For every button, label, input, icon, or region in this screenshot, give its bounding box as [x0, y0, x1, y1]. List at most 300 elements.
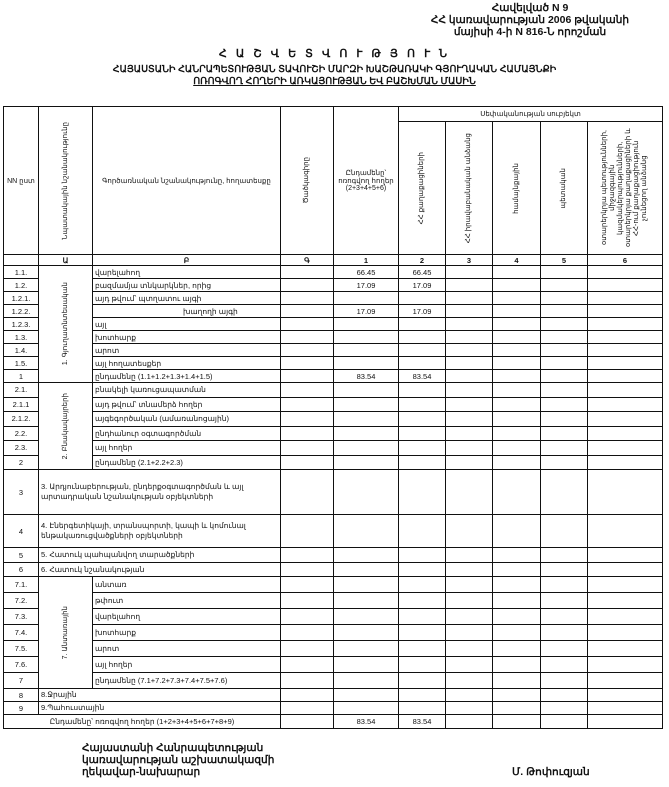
row-label: արոտ: [93, 641, 281, 657]
value-c4: [493, 593, 541, 609]
value-total: [334, 426, 399, 441]
row-number: 7.6.: [4, 657, 39, 673]
value-c2: [399, 673, 446, 689]
value-c5: [541, 397, 588, 412]
header-num: NN ըստ: [4, 107, 39, 255]
value-c4: [493, 305, 541, 318]
value-c5: [541, 673, 588, 689]
row-number: 7.5.: [4, 641, 39, 657]
row-number: 1.5.: [4, 357, 39, 370]
value-c2: [399, 426, 446, 441]
row-number: 2.3.: [4, 441, 39, 456]
value-c5: [541, 470, 588, 515]
value-c3: [446, 689, 493, 702]
value-total: [334, 563, 399, 577]
row-number: 1.1.: [4, 266, 39, 279]
value-total: [334, 292, 399, 305]
value-c3: [446, 609, 493, 625]
land-report-table: [3, 106, 663, 729]
value-c2: [399, 470, 446, 515]
value-total: [334, 625, 399, 641]
value-c3: [446, 673, 493, 689]
table-row: [4, 657, 663, 673]
row-label: ընդհանուր օգտագործման: [93, 426, 281, 441]
row-label: ընդամենը (1.1+1.2+1.3+1.4+1.5): [93, 370, 281, 383]
value-c2: [399, 344, 446, 357]
value-c2: [399, 625, 446, 641]
col-num: 3: [446, 255, 493, 266]
row-number: 1.2.: [4, 279, 39, 292]
value-c4: [493, 266, 541, 279]
row-number: 1.3.: [4, 331, 39, 344]
value-total: [334, 593, 399, 609]
value-c4: [493, 292, 541, 305]
value-c6: [588, 331, 663, 344]
header-c4-text: համայնքային: [512, 162, 520, 214]
col-num: 1: [334, 255, 399, 266]
value-c3: [446, 548, 493, 563]
value-c5: [541, 426, 588, 441]
annex-line-1: Հավելված N 9: [491, 2, 569, 14]
row-number: 8: [4, 689, 39, 702]
value-c2: 83.54: [399, 370, 446, 383]
value-c5: [541, 455, 588, 470]
value-c6: [588, 441, 663, 456]
value-c3: [446, 593, 493, 609]
value-c5: [541, 689, 588, 702]
value-c4: [493, 383, 541, 398]
header-ownership: Սեփականության սուբյեկտ: [399, 107, 663, 122]
value-c6: [588, 266, 663, 279]
footer-line-1: Հայաստանի Հանրապետության: [82, 742, 264, 754]
value-c3: [446, 331, 493, 344]
value-c3: [446, 412, 493, 427]
value-c2: [399, 593, 446, 609]
value-c4: [493, 715, 541, 729]
value-c4: [493, 673, 541, 689]
code-cell: [281, 625, 334, 641]
row-label: այլ հողատեսքեր: [93, 357, 281, 370]
row-label: վարելահող: [93, 266, 281, 279]
value-c5: [541, 412, 588, 427]
value-c4: [493, 318, 541, 331]
value-c2: [399, 515, 446, 548]
code-cell: [281, 357, 334, 370]
row-number: 1.4.: [4, 344, 39, 357]
table-row: [4, 470, 663, 515]
value-c5: [541, 383, 588, 398]
table-row: [4, 441, 663, 456]
value-c4: [493, 344, 541, 357]
table-row: [4, 702, 663, 715]
row-label: այդ թվում՝ պտղատու այգի: [93, 292, 281, 305]
value-total: [334, 412, 399, 427]
value-c2: [399, 383, 446, 398]
value-total: [334, 609, 399, 625]
value-c2: [399, 441, 446, 456]
table-row: [4, 279, 663, 292]
header-code-text: Ծածկագիրը: [303, 157, 310, 204]
value-c6: [588, 609, 663, 625]
value-total: [334, 441, 399, 456]
signatory-title: [82, 742, 274, 778]
group-label: [39, 577, 93, 689]
row-number: 2.1.: [4, 383, 39, 398]
value-c6: [588, 715, 663, 729]
header-function: Գործառնական նշանակությունը, հողատեսքը: [93, 107, 281, 255]
value-c2: [399, 397, 446, 412]
value-total: 83.54: [334, 715, 399, 729]
code-cell: [281, 470, 334, 515]
row-label: 8.Ջրային: [39, 689, 281, 702]
value-c3: [446, 577, 493, 593]
row-label: արոտ: [93, 344, 281, 357]
table-row: [4, 370, 663, 383]
value-c3: [446, 657, 493, 673]
value-c5: [541, 292, 588, 305]
value-total: [334, 702, 399, 715]
value-c4: [493, 455, 541, 470]
value-total: [334, 455, 399, 470]
value-c4: [493, 441, 541, 456]
code-cell: [281, 305, 334, 318]
row-number: 7: [4, 673, 39, 689]
footer-line-2: կառավարության աշխատակազմի: [82, 754, 275, 766]
code-cell: [281, 455, 334, 470]
header-c2-text: ՀՀ քաղաքացիների: [418, 151, 425, 225]
value-c2: [399, 657, 446, 673]
table-row: [4, 625, 663, 641]
value-c2: [399, 412, 446, 427]
value-total: [334, 657, 399, 673]
row-number: 9: [4, 702, 39, 715]
value-c6: [588, 702, 663, 715]
code-cell: [281, 641, 334, 657]
value-c4: [493, 641, 541, 657]
value-c2: [399, 455, 446, 470]
value-c6: [588, 305, 663, 318]
grand-total-row: [4, 715, 663, 729]
row-number: 4: [4, 515, 39, 548]
value-c2: [399, 318, 446, 331]
row-label: բազմամյա տնկարկներ, որից: [93, 279, 281, 292]
row-number: 1.2.1.: [4, 292, 39, 305]
value-c4: [493, 548, 541, 563]
header-purpose: [39, 107, 93, 255]
value-c6: [588, 689, 663, 702]
row-label: այլ: [93, 318, 281, 331]
value-c5: [541, 357, 588, 370]
row-number: 5: [4, 548, 39, 563]
row-label: վարելահող: [93, 609, 281, 625]
table-row: [4, 426, 663, 441]
value-c6: [588, 397, 663, 412]
table-row: [4, 641, 663, 657]
value-c2: [399, 292, 446, 305]
col-num: Ա: [39, 255, 93, 266]
header-c3: [446, 122, 493, 255]
value-c4: [493, 370, 541, 383]
value-c3: [446, 370, 493, 383]
value-c4: [493, 657, 541, 673]
value-c6: [588, 673, 663, 689]
value-c6: [588, 292, 663, 305]
table-row: [4, 344, 663, 357]
row-label: անտառ: [93, 577, 281, 593]
value-c5: [541, 641, 588, 657]
code-cell: [281, 279, 334, 292]
table-row: [4, 331, 663, 344]
row-label: այլ հողեր: [93, 441, 281, 456]
code-cell: [281, 441, 334, 456]
value-c5: [541, 625, 588, 641]
table-row: [4, 515, 663, 548]
value-c6: [588, 370, 663, 383]
header-c6-text: օտարերկրյա պետությունների, միջազգային կազմակերպությունների, օտարերկրյա քաղաքացիների և ՀՀ-ում քաղաքացիություն չունեցող անձանց: [601, 128, 649, 248]
value-c2: [399, 689, 446, 702]
value-c6: [588, 412, 663, 427]
value-c3: [446, 426, 493, 441]
code-cell: [281, 515, 334, 548]
value-c6: [588, 426, 663, 441]
header-c4: [493, 122, 541, 255]
value-c2: [399, 548, 446, 563]
value-c5: [541, 657, 588, 673]
code-cell: [281, 266, 334, 279]
value-c6: [588, 318, 663, 331]
row-number: 1.2.3.: [4, 318, 39, 331]
value-c3: [446, 305, 493, 318]
table-row: [4, 673, 663, 689]
value-c6: [588, 515, 663, 548]
value-c5: [541, 609, 588, 625]
value-total: [334, 344, 399, 357]
code-cell: [281, 702, 334, 715]
value-total: [334, 331, 399, 344]
value-c2: [399, 641, 446, 657]
value-total: [334, 357, 399, 370]
value-c3: [446, 441, 493, 456]
row-label: այլ հողեր: [93, 657, 281, 673]
row-number: 3: [4, 470, 39, 515]
value-c4: [493, 625, 541, 641]
row-number: 1: [4, 370, 39, 383]
value-c5: [541, 318, 588, 331]
header-c5-text: պետական: [560, 167, 567, 209]
table-row: [4, 305, 663, 318]
row-number: 2.2.: [4, 426, 39, 441]
group-label-text: 1. Գյուղատնտեսական: [61, 282, 69, 366]
table-row: [4, 563, 663, 577]
value-total: [334, 318, 399, 331]
row-number: 2.1.1: [4, 397, 39, 412]
row-number: 6: [4, 563, 39, 577]
header-c2: [399, 122, 446, 255]
value-c2: [399, 331, 446, 344]
value-total: 17.09: [334, 279, 399, 292]
value-c6: [588, 470, 663, 515]
code-cell: [281, 383, 334, 398]
value-c4: [493, 397, 541, 412]
row-label: թփուտ: [93, 593, 281, 609]
value-c4: [493, 609, 541, 625]
value-c6: [588, 577, 663, 593]
row-label: 5. Հատուկ պահպանվող տարածքների: [39, 548, 281, 563]
value-total: [334, 383, 399, 398]
value-c5: [541, 577, 588, 593]
table-row: [4, 292, 663, 305]
value-c5: [541, 331, 588, 344]
row-label: ընդամենը (2.1+2.2+2.3): [93, 455, 281, 470]
row-number: 7.2.: [4, 593, 39, 609]
table-row: [4, 609, 663, 625]
value-total: [334, 397, 399, 412]
value-total: [334, 577, 399, 593]
value-total: [334, 515, 399, 548]
table-row: [4, 548, 663, 563]
value-c5: [541, 593, 588, 609]
table-row: [4, 266, 663, 279]
value-c4: [493, 577, 541, 593]
value-total: [334, 470, 399, 515]
table-row: [4, 593, 663, 609]
value-c5: [541, 702, 588, 715]
code-cell: [281, 577, 334, 593]
value-c5: [541, 266, 588, 279]
header-code: [281, 107, 334, 255]
subtitle-line-2: ՈՌՈԳՎՈՂ ՀՈՂԵՐԻ ԱՌԿԱՅՈՒԹՅԱՆ ԵՎ ԲԱՇԽՄԱՆ ՄԱՍԻՆ: [193, 76, 476, 87]
table-row: [4, 397, 663, 412]
value-c2: [399, 577, 446, 593]
row-label: 3. Արդյունաբերության, ընդերքօգտագործման և այլ արտադրական նշանակության օբյեկտների: [39, 470, 281, 515]
code-cell: [281, 370, 334, 383]
value-c3: [446, 515, 493, 548]
signatory-name: Մ. Թոփուզյան: [512, 766, 590, 778]
value-c3: [446, 563, 493, 577]
value-c6: [588, 344, 663, 357]
table-row: [4, 383, 663, 398]
value-total: [334, 689, 399, 702]
value-c6: [588, 548, 663, 563]
row-label: 9.Պահուստային: [39, 702, 281, 715]
value-c2: 83.54: [399, 715, 446, 729]
value-c4: [493, 563, 541, 577]
value-c2: 17.09: [399, 279, 446, 292]
code-cell: [281, 318, 334, 331]
value-c4: [493, 470, 541, 515]
value-total: 66.45: [334, 266, 399, 279]
group-label-text: 2. Բնակավայրերի: [61, 392, 69, 460]
row-number: 7.1.: [4, 577, 39, 593]
value-c3: [446, 470, 493, 515]
code-cell: [281, 292, 334, 305]
code-cell: [281, 548, 334, 563]
code-cell: [281, 593, 334, 609]
group-label-text: 7. Անտառային: [61, 605, 69, 660]
value-c6: [588, 593, 663, 609]
value-c5: [541, 279, 588, 292]
row-label: այգեգործական (ամառանոցային): [93, 412, 281, 427]
code-cell: [281, 689, 334, 702]
value-c3: [446, 383, 493, 398]
row-label: բնակելի կառուցապատման: [93, 383, 281, 398]
row-number: 1.2.2.: [4, 305, 39, 318]
table-row: [4, 577, 663, 593]
footer-line-3: ղեկավար-նախարար: [82, 766, 201, 778]
code-cell: [281, 397, 334, 412]
column-number-row: [4, 255, 663, 266]
document-subtitle: [0, 64, 669, 88]
subtitle-line-1: ՀԱՅԱՍՏԱՆԻ ՀԱՆՐԱՊԵՏՈՒԹՅԱՆ ՏԱՎՈՒՇԻ ՄԱՐԶԻ ԽԱՇԹԱՌԱԿԻ ԳՅՈՒՂԱԿԱՆ ՀԱՄԱՅՆՔԻ: [112, 64, 557, 75]
code-cell: [281, 331, 334, 344]
value-c5: [541, 548, 588, 563]
value-total: [334, 673, 399, 689]
value-c4: [493, 689, 541, 702]
annex-line-2: ՀՀ կառավարության 2006 թվականի: [430, 14, 630, 26]
col-num: Գ: [281, 255, 334, 266]
value-c3: [446, 455, 493, 470]
value-c5: [541, 344, 588, 357]
table-row: [4, 689, 663, 702]
value-c2: [399, 357, 446, 370]
document-title: Հ Ա Շ Վ Ե Տ Վ Ո Ւ Թ Յ Ո Ւ Ն: [218, 48, 451, 60]
row-number: 7.4.: [4, 625, 39, 641]
code-cell: [281, 426, 334, 441]
row-label: խաղողի այգի: [93, 305, 281, 318]
table-row: [4, 455, 663, 470]
annex-reference: [400, 2, 660, 38]
value-c3: [446, 357, 493, 370]
value-c4: [493, 412, 541, 427]
value-c4: [493, 357, 541, 370]
value-c2: [399, 609, 446, 625]
header-c5: [541, 122, 588, 255]
value-c4: [493, 515, 541, 548]
value-c6: [588, 657, 663, 673]
value-c3: [446, 715, 493, 729]
row-label: այդ թվում՝ տնամերձ հողեր: [93, 397, 281, 412]
value-c6: [588, 357, 663, 370]
value-c3: [446, 344, 493, 357]
group-label: [39, 383, 93, 470]
value-c3: [446, 279, 493, 292]
value-c6: [588, 279, 663, 292]
row-label: խոտհարք: [93, 625, 281, 641]
col-num: Բ: [93, 255, 281, 266]
value-c3: [446, 625, 493, 641]
value-c5: [541, 715, 588, 729]
row-label: ընդամենը (7.1+7.2+7.3+7.4+7.5+7.6): [93, 673, 281, 689]
header-c6: [588, 122, 663, 255]
value-c5: [541, 441, 588, 456]
col-num: 6: [588, 255, 663, 266]
row-label: 4. Էներգետիկայի, տրանսպորտի, կապի և կոմունալ ենթակառուցվածքների օբյեկտների: [39, 515, 281, 548]
col-num: 5: [541, 255, 588, 266]
value-c3: [446, 641, 493, 657]
code-cell: [281, 673, 334, 689]
row-number: 2: [4, 455, 39, 470]
value-c6: [588, 563, 663, 577]
value-c2: 17.09: [399, 305, 446, 318]
value-c5: [541, 370, 588, 383]
value-total: [334, 548, 399, 563]
code-cell: [281, 412, 334, 427]
col-num: 2: [399, 255, 446, 266]
value-c2: 66.45: [399, 266, 446, 279]
value-c4: [493, 279, 541, 292]
code-cell: [281, 563, 334, 577]
grand-total-label: Ընդամենը՝ ոռոգվող հողեր (1+2+3+4+5+6+7+8+9): [4, 715, 281, 729]
